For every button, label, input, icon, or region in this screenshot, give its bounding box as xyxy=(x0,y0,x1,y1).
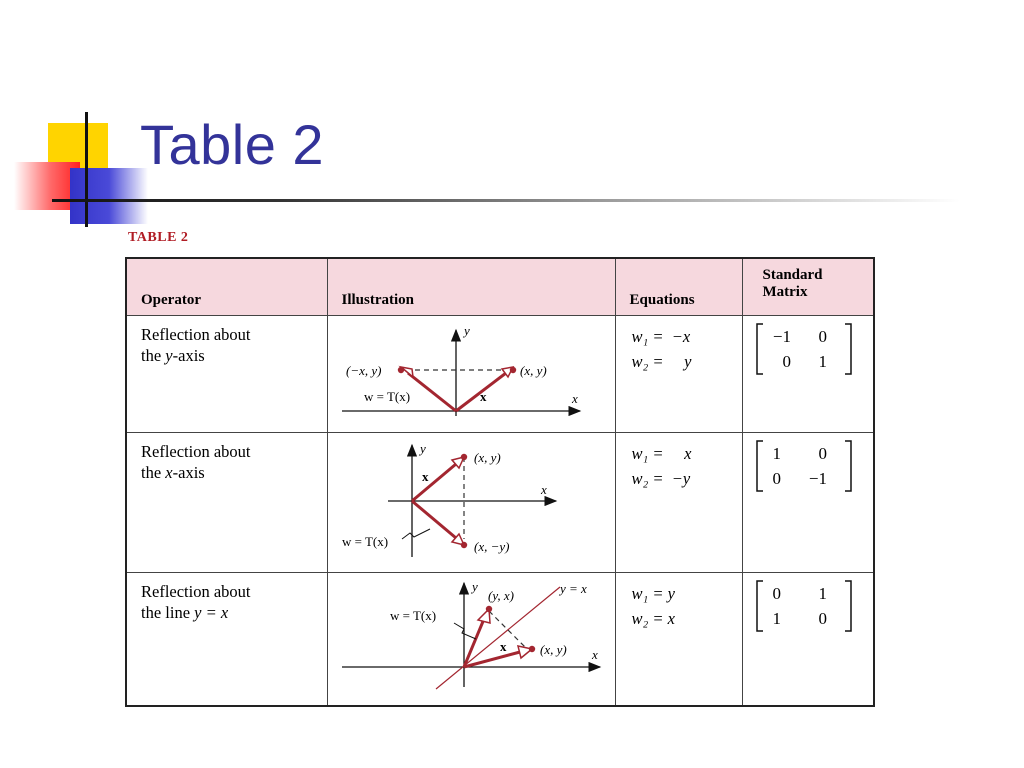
point-label: (x, y) xyxy=(539,642,567,657)
table-row xyxy=(126,316,874,433)
equations-cell xyxy=(615,573,742,707)
w-leader-line xyxy=(402,529,430,539)
decor-vertical-line xyxy=(85,112,88,227)
reflection-line-y-equals-x-diagram xyxy=(328,573,616,700)
matrix-a12: 1 xyxy=(818,584,827,603)
matrix-a11: −1 xyxy=(772,327,791,346)
matrix-a11: 1 xyxy=(772,444,781,463)
vector-x-label: x xyxy=(499,639,506,654)
equations-cell xyxy=(615,433,742,573)
equation-w2: w₂ = y xyxy=(631,352,692,371)
reflection-x-axis-diagram xyxy=(328,433,616,567)
y-axis-label: y xyxy=(471,579,478,594)
point-xy xyxy=(509,367,515,373)
x-axis-label: x xyxy=(540,482,547,497)
line-label: y = x xyxy=(559,581,587,596)
equation-w2: w₂ = −y xyxy=(631,469,691,488)
equations-cell xyxy=(615,316,742,433)
decor-blue-square xyxy=(70,168,148,224)
matrix-cell xyxy=(742,316,874,433)
table-row xyxy=(126,573,874,707)
operator-variable: y = x xyxy=(194,603,229,622)
operator-line2-pre: the xyxy=(141,463,166,482)
matrix-a11: 0 xyxy=(772,584,781,603)
matrix-cell xyxy=(742,573,874,707)
illustration-cell xyxy=(327,316,615,433)
table-row xyxy=(126,433,874,573)
operator-variable: x xyxy=(165,463,173,482)
standard-matrix xyxy=(755,322,855,378)
point-image xyxy=(485,606,491,612)
matrix-a22: −1 xyxy=(808,469,827,488)
header-standard-matrix xyxy=(742,258,874,316)
equation-w2: w₂ = x xyxy=(631,609,675,628)
image-label: (x, −y) xyxy=(473,539,509,554)
vector-x-label: x xyxy=(479,389,486,404)
point-label: (x, y) xyxy=(519,363,547,378)
equation-w1: w₁ = −x xyxy=(631,327,691,346)
operator-cell xyxy=(126,573,327,707)
point-image xyxy=(397,367,403,373)
header-illustration: Illustration xyxy=(327,258,615,316)
title-underline xyxy=(52,199,960,202)
operator-line2-post: -axis xyxy=(172,346,205,365)
illustration-cell xyxy=(327,573,615,707)
x-axis-label: x xyxy=(571,391,578,406)
operator-cell xyxy=(126,433,327,573)
header-equations: Equations xyxy=(615,258,742,316)
image-label: (y, x) xyxy=(487,588,514,603)
point-xy xyxy=(528,646,534,652)
operator-cell xyxy=(126,316,327,433)
w-label: w = T(x) xyxy=(341,534,388,549)
table-header-row xyxy=(126,258,874,316)
standard-matrix xyxy=(755,439,855,495)
reflection-table xyxy=(125,257,873,681)
operator-line2-pre: the line xyxy=(141,603,195,622)
vector-w xyxy=(464,619,484,667)
equation-w1: w₁ = x xyxy=(631,444,692,463)
matrix-cell xyxy=(742,433,874,573)
operator-line1: Reflection about xyxy=(141,325,251,344)
matrix-a22: 0 xyxy=(818,609,827,628)
reflection-y-axis-diagram xyxy=(328,316,616,427)
x-axis-label: x xyxy=(591,647,598,662)
header-operator: Operator xyxy=(126,258,327,316)
matrix-a12: 0 xyxy=(818,327,827,346)
vector-x xyxy=(412,464,456,501)
point-xy xyxy=(460,454,466,460)
operator-line1: Reflection about xyxy=(141,582,251,601)
table-caption: TABLE 2 xyxy=(128,230,189,245)
operator-line2-pre: the xyxy=(141,346,166,365)
matrix-a21: 0 xyxy=(782,352,791,371)
equation-w1: w₁ = y xyxy=(631,584,675,603)
point-label: (x, y) xyxy=(473,450,501,465)
dashed-guide xyxy=(489,611,528,650)
w-label: w = T(x) xyxy=(389,608,436,623)
slide-title: Table 2 xyxy=(140,113,325,176)
operator-line2-post: -axis xyxy=(172,463,205,482)
y-axis-label: y xyxy=(463,323,470,338)
standard-matrix xyxy=(755,579,855,635)
header-matrix-line1: Standard xyxy=(762,267,823,283)
operator-line1: Reflection about xyxy=(141,442,251,461)
vector-x-label: x xyxy=(421,469,428,484)
y-axis-label: y xyxy=(419,441,426,456)
point-image xyxy=(460,542,466,548)
image-label: (−x, y) xyxy=(345,363,381,378)
illustration-cell xyxy=(327,433,615,573)
matrix-a12: 0 xyxy=(818,444,827,463)
operator-variable: y xyxy=(165,346,173,365)
vector-w xyxy=(408,373,456,411)
w-label: w = T(x) xyxy=(363,389,410,404)
matrix-a21: 1 xyxy=(772,609,781,628)
matrix-a21: 0 xyxy=(772,469,781,488)
matrix-a22: 1 xyxy=(818,352,827,371)
vector-w xyxy=(412,501,456,538)
header-matrix-line2: Matrix xyxy=(762,284,808,300)
w-leader-line xyxy=(454,623,476,639)
